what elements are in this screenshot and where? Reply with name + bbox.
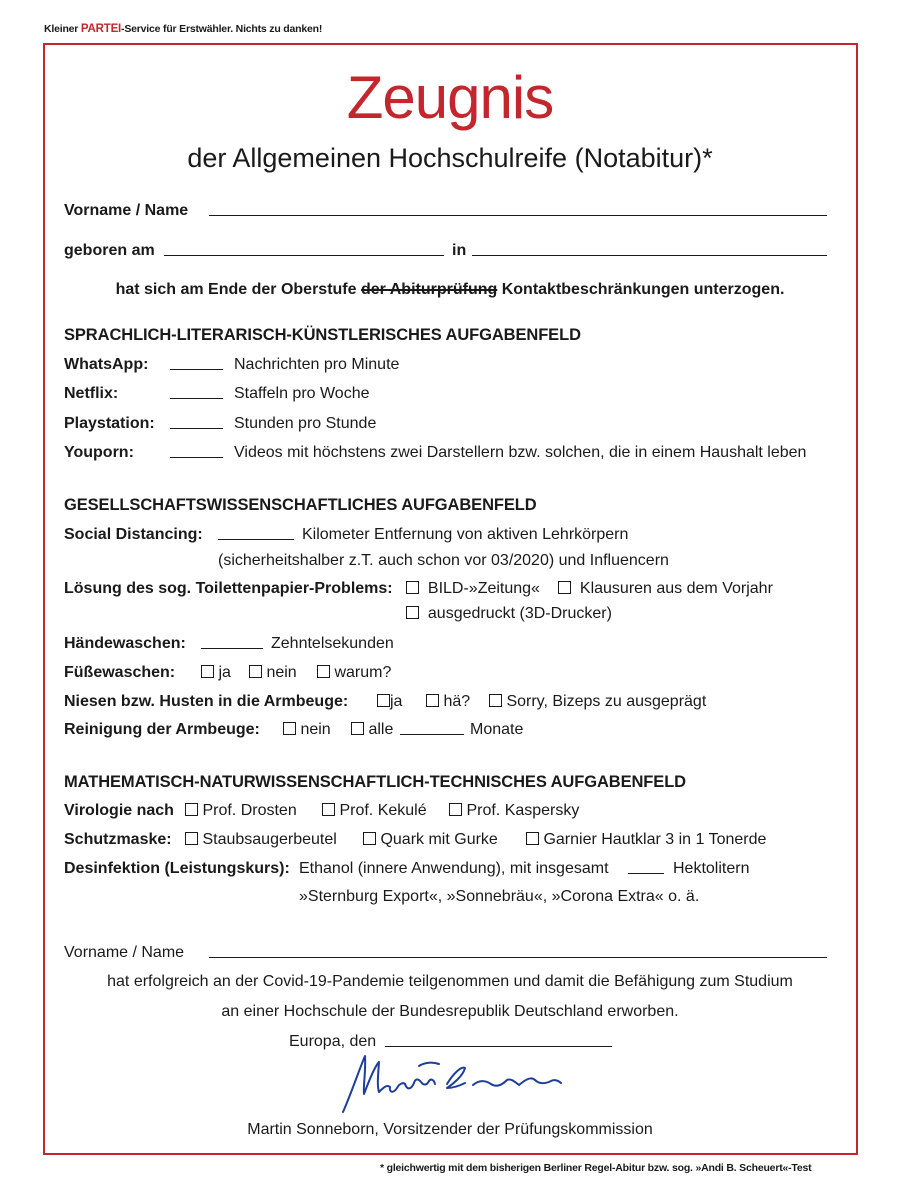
virology-label: Virologie nach [64, 802, 174, 819]
sneeze-option-ja-label: ja [390, 693, 403, 710]
footwash-option-nein-label: nein [266, 664, 297, 681]
toilet-option-3d[interactable] [406, 605, 612, 623]
disinfection-text2: »Sternburg Export«, »Sonnebräu«, »Corona Extra« o. ä. [299, 888, 700, 905]
place-label: Europa, den [289, 1033, 377, 1050]
toilet-option-klausuren-label: Klausuren aus dem Vorjahr [579, 580, 773, 597]
signature [335, 1050, 570, 1118]
statement-struck: der Abiturprüfung [360, 281, 498, 298]
disinfection-field-line[interactable] [628, 860, 664, 874]
footwash-option-ja-label: ja [218, 664, 231, 681]
footnote: * gleichwertig mit dem bisherigen Berliner Regel-Abitur bzw. sog. »Andi B. Scheuert«-Test [380, 1162, 812, 1174]
checkbox[interactable] [558, 581, 571, 594]
checkbox[interactable] [449, 803, 462, 816]
virology-option-kaspersky[interactable] [449, 802, 579, 820]
tagline-prefix: Kleiner [44, 23, 81, 35]
mask-option-quark-label: Quark mit Gurke [380, 831, 498, 848]
mask-option-quark[interactable] [363, 831, 498, 849]
distancing-text2: (sicherheitshalber z.T. auch schon vor 03/2020) und Influencern [218, 552, 669, 569]
cleaning-option-nein[interactable] [283, 721, 331, 739]
mask-option-staubsauger-label: Staubsaugerbeutel [202, 831, 337, 848]
checkbox[interactable] [363, 832, 376, 845]
checkbox[interactable] [489, 694, 502, 707]
handwash-label: Händewaschen: [64, 635, 186, 652]
tagline-brand: PARTEI [80, 23, 122, 35]
closing-name-field-line[interactable] [209, 944, 827, 958]
cleaning-label: Reinigung der Armbeuge: [64, 721, 260, 738]
cleaning-suffix: Monate [470, 721, 524, 738]
checkbox[interactable] [201, 665, 214, 678]
checkbox[interactable] [185, 832, 198, 845]
birthdate-field-line[interactable] [164, 242, 444, 256]
toilet-option-bild-label: BILD-»Zeitung« [427, 580, 540, 597]
mask-label: Schutzmaske: [64, 831, 172, 848]
cleaning-field-line[interactable] [400, 721, 464, 735]
cleaning-option-alle-label: alle [368, 721, 394, 738]
statement [0, 281, 900, 299]
footwash-label: Füßewaschen: [64, 664, 176, 681]
virology-option-drosten[interactable] [185, 802, 297, 820]
toilet-option-bild[interactable] [406, 580, 540, 598]
tagline-suffix: -Service für Erstwähler. Nichts zu danken! [121, 23, 323, 35]
handwash-field-line[interactable] [201, 635, 263, 649]
checkbox[interactable] [526, 832, 539, 845]
closing-line2: an einer Hochschule der Bundesrepublik Deutschland erworben. [221, 1003, 679, 1020]
checkbox[interactable] [249, 665, 262, 678]
distancing-label: Social Distancing: [64, 526, 203, 543]
sneeze-option-bizeps-label: Sorry, Bizeps zu ausgeprägt [506, 693, 707, 710]
checkbox[interactable] [351, 722, 364, 735]
checkbox[interactable] [406, 581, 419, 594]
sneeze-label: Niesen bzw. Husten in die Armbeuge: [64, 693, 349, 710]
signer-name: Martin Sonneborn, Vorsitzender der Prüfungskommission [247, 1121, 653, 1138]
playstation-text: Stunden pro Stunde [234, 415, 377, 432]
youporn-field-line[interactable] [170, 444, 223, 458]
checkbox[interactable] [426, 694, 439, 707]
birthplace-field-line[interactable] [472, 242, 827, 256]
mask-option-garnier[interactable] [526, 831, 766, 849]
certificate-subtitle: der Allgemeinen Hochschulreife (Notabitur)* [187, 143, 713, 173]
virology-option-kekule[interactable] [322, 802, 427, 820]
birthplace-label: in [452, 242, 467, 259]
whatsapp-field-line[interactable] [170, 356, 223, 370]
checkbox[interactable] [406, 606, 419, 619]
mask-option-garnier-label: Garnier Hautklar 3 in 1 Tonerde [543, 831, 767, 848]
section3-title: MATHEMATISCH-NATURWISSENSCHAFTLICH-TECHNISCHES AUFGABENFELD [64, 773, 686, 791]
sneeze-option-bizeps[interactable] [489, 693, 706, 711]
footwash-option-ja[interactable] [201, 664, 231, 682]
section1-title: SPRACHLICH-LITERARISCH-KÜNSTLERISCHES AUFGABENFELD [64, 326, 581, 344]
footwash-option-warum[interactable] [317, 664, 391, 682]
closing-line1: hat erfolgreich an der Covid-19-Pandemie teilgenommen und damit die Befähigung zum Studium [107, 973, 793, 990]
footwash-option-nein[interactable] [249, 664, 297, 682]
whatsapp-text: Nachrichten pro Minute [234, 356, 400, 373]
toilet-option-klausuren[interactable] [558, 580, 773, 598]
statement-prefix: hat sich am Ende der Oberstufe [115, 281, 361, 298]
whatsapp-label: WhatsApp: [64, 356, 149, 373]
section2-title: GESELLSCHAFTSWISSENSCHAFTLICHES AUFGABENFELD [64, 496, 537, 514]
sneeze-option-ha[interactable] [426, 693, 470, 711]
disinfection-text1-suffix: Hektolitern [673, 860, 750, 877]
checkbox[interactable] [283, 722, 296, 735]
netflix-text: Staffeln pro Woche [234, 385, 370, 402]
distancing-text1: Kilometer Entfernung von aktiven Lehrkörpern [302, 526, 629, 543]
statement-suffix: Kontaktbeschränkungen unterzogen. [497, 281, 785, 298]
virology-option-drosten-label: Prof. Drosten [202, 802, 297, 819]
mask-option-staubsauger[interactable] [185, 831, 337, 849]
checkbox[interactable] [317, 665, 330, 678]
netflix-label: Netflix: [64, 385, 119, 402]
born-label: geboren am [64, 242, 155, 259]
disinfection-text1: Ethanol (innere Anwendung), mit insgesamt [299, 860, 609, 877]
cleaning-option-nein-label: nein [300, 721, 331, 738]
checkbox[interactable] [377, 694, 390, 707]
playstation-label: Playstation: [64, 415, 155, 432]
certificate-title: Zeugnis [346, 64, 554, 131]
sneeze-option-ha-label: hä? [443, 693, 471, 710]
virology-option-kekule-label: Prof. Kekulé [339, 802, 427, 819]
sneeze-option-ja[interactable] [377, 693, 402, 711]
distancing-field-line[interactable] [218, 526, 294, 540]
youporn-text: Videos mit höchstens zwei Darstellern bzw. solchen, die in einem Haushalt leben [234, 444, 807, 461]
checkbox[interactable] [185, 803, 198, 816]
cleaning-option-alle[interactable] [351, 721, 393, 739]
top-tagline [44, 23, 322, 35]
virology-option-kaspersky-label: Prof. Kaspersky [466, 802, 580, 819]
checkbox[interactable] [322, 803, 335, 816]
closing-name-label: Vorname / Name [64, 944, 185, 961]
playstation-field-line[interactable] [170, 415, 223, 429]
netflix-field-line[interactable] [170, 385, 223, 399]
footwash-option-warum-label: warum? [334, 664, 392, 681]
youporn-label: Youporn: [64, 444, 134, 461]
toilet-label: Lösung des sog. Toilettenpapier-Problems: [64, 580, 393, 597]
handwash-text: Zehntelsekunden [271, 635, 394, 652]
name-label: Vorname / Name [64, 202, 189, 219]
date-field-line[interactable] [385, 1033, 612, 1047]
name-field-line[interactable] [209, 202, 827, 216]
toilet-option-3d-label: ausgedruckt (3D-Drucker) [427, 605, 612, 622]
disinfection-label: Desinfektion (Leistungskurs): [64, 860, 290, 877]
